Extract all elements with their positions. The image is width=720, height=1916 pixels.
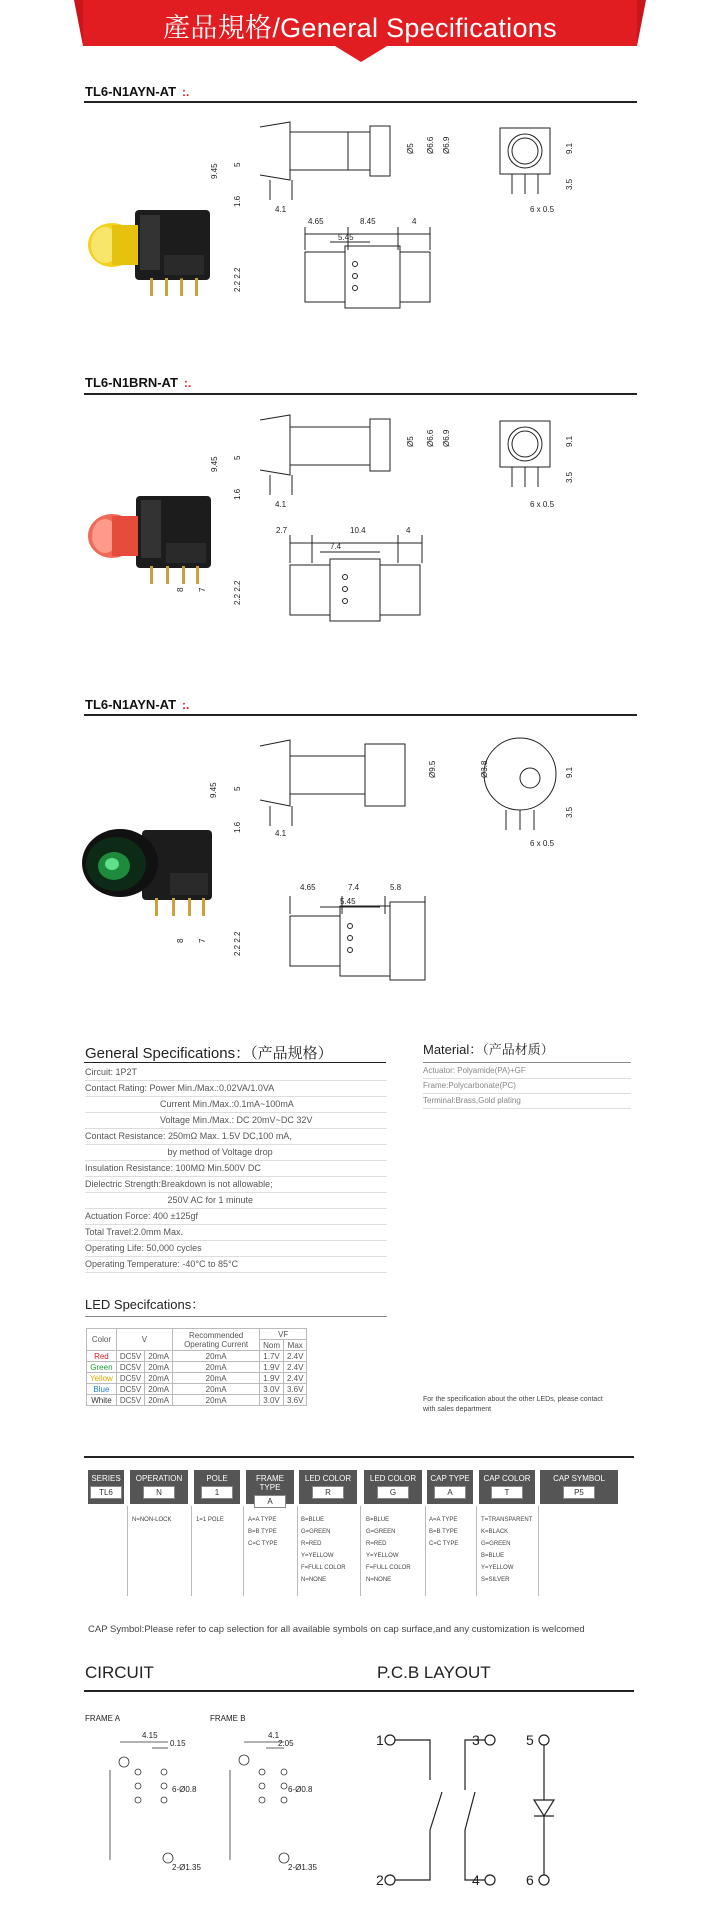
svg-text:7: 7	[198, 274, 207, 279]
svg-text:Ø5: Ø5	[406, 436, 415, 447]
config-box	[540, 1470, 618, 1504]
led-cell-v: DC5V	[116, 1373, 144, 1384]
spec-row: Operating Temperature: -40°C to 85°C	[85, 1256, 387, 1273]
svg-text:5: 5	[233, 786, 242, 791]
material-row: Terminal:Brass,Gold plating	[423, 1094, 631, 1109]
svg-text:7.4: 7.4	[330, 542, 342, 551]
circuit-title: CIRCUIT	[85, 1663, 154, 1682]
led-cell-color: Green	[87, 1362, 117, 1373]
svg-text:1.6: 1.6	[233, 195, 242, 207]
spec-row: Contact Resistance: 250mΩ Max. 1.5V DC,100 mA,	[85, 1128, 387, 1145]
general-spec-rule	[84, 1062, 386, 1063]
config-options	[481, 1514, 532, 1586]
model-2-title: TL6-N1BRN-AT :.	[85, 375, 192, 390]
config-separator	[191, 1506, 192, 1596]
led-header-vf: VF	[260, 1329, 307, 1340]
config-box-value: 1	[201, 1486, 233, 1499]
config-option: F=FULL COLOR	[366, 1565, 411, 1571]
config-options	[429, 1514, 458, 1550]
config-options	[132, 1514, 172, 1526]
model-3-rule	[84, 714, 637, 716]
led-cell-v: DC5V	[116, 1395, 144, 1406]
led-cell-nom: 1.9V	[260, 1373, 284, 1384]
banner-tip	[335, 46, 387, 62]
pcb-pin-1: 1	[376, 1732, 384, 1748]
config-options	[366, 1514, 411, 1586]
pcb-pin-2: 2	[376, 1872, 384, 1888]
model-1-drawing	[176, 112, 630, 357]
banner-right-fold	[637, 0, 646, 46]
config-separator	[297, 1506, 298, 1596]
led-cell-i: 20mA	[145, 1384, 173, 1395]
config-options	[248, 1514, 277, 1550]
svg-text:9.45: 9.45	[210, 456, 219, 472]
config-separator	[127, 1506, 128, 1596]
material-title: Material：（产品材质）	[423, 1042, 554, 1057]
svg-text:5: 5	[233, 455, 242, 460]
config-box	[479, 1470, 535, 1504]
led-row	[87, 1351, 307, 1362]
config-option: 1=1 POLE	[196, 1517, 224, 1523]
config-separator	[476, 1506, 477, 1596]
config-option: G=GREEN	[481, 1541, 511, 1547]
material-row: Actuator: Polyamide(PA)+GF	[423, 1064, 631, 1079]
led-spec-table-wrap	[86, 1328, 307, 1406]
config-option: N=NON-LOCK	[132, 1517, 172, 1523]
svg-text:3.5: 3.5	[565, 806, 574, 818]
led-note: For the specification about the other LEDs, please contact with sales department	[423, 1396, 603, 1413]
pcb-pin-6: 6	[526, 1872, 534, 1888]
config-box-label: POLE	[206, 1474, 228, 1483]
config-box-label: CAP TYPE	[430, 1474, 470, 1483]
config-box-label: OPERATION	[135, 1474, 183, 1483]
config-option: G=GREEN	[301, 1529, 331, 1535]
cap-symbol-note: CAP Symbol:Please refer to cap selection for all available symbols on cap surface,and any customization is welcomed	[88, 1624, 585, 1635]
svg-text:10.4: 10.4	[350, 526, 366, 535]
led-spec-rows	[87, 1351, 307, 1406]
product-photo-yellow	[80, 200, 230, 310]
svg-text:4.15: 4.15	[142, 1731, 158, 1740]
led-cell-max: 2.4V	[283, 1351, 306, 1362]
led-cell-nom: 3.0V	[260, 1384, 284, 1395]
spec-row: Contact Rating: Power Min./Max.:0.02VA/1.0VA	[85, 1080, 387, 1097]
svg-text:4.65: 4.65	[308, 217, 324, 226]
led-cell-color: Red	[87, 1351, 117, 1362]
svg-text:4: 4	[412, 217, 417, 226]
led-cell-rec: 20mA	[173, 1373, 260, 1384]
config-option: N=NONE	[301, 1577, 327, 1583]
spec-row: Voltage Min./Max.: DC 20mV~DC 32V	[85, 1112, 387, 1129]
led-row	[87, 1362, 307, 1373]
config-option: C=C TYPE	[429, 1541, 459, 1547]
config-option: R=RED	[301, 1541, 322, 1547]
led-spec-title: LED Specifcations：	[85, 1297, 205, 1312]
frame-a-footprint	[90, 1730, 200, 1880]
config-option: B=B TYPE	[429, 1529, 458, 1535]
spec-row: Insulation Resistance: 100MΩ Min.500V DC	[85, 1160, 387, 1177]
svg-text:4: 4	[406, 526, 411, 535]
led-cell-color: White	[87, 1395, 117, 1406]
config-option: Y=YELLOW	[301, 1553, 334, 1559]
config-box-value: R	[312, 1486, 344, 1499]
config-option: T=TRANSPARENT	[481, 1517, 533, 1523]
config-box-label: CAP SYMBOL	[553, 1474, 605, 1483]
svg-text:Ø6.6: Ø6.6	[426, 429, 435, 447]
svg-text:4.65: 4.65	[300, 883, 316, 892]
pcb-pin-3: 3	[472, 1732, 480, 1748]
config-option: R=RED	[366, 1541, 387, 1547]
svg-text:8: 8	[176, 274, 185, 279]
config-box-label: SERIES	[91, 1474, 121, 1483]
config-box-value: P5	[563, 1486, 595, 1499]
led-header-v: V	[116, 1329, 172, 1351]
spec-row: Dielectric Strength:Breakdown is not allowable;	[85, 1176, 387, 1193]
model-1-rule	[84, 101, 637, 103]
config-box	[246, 1470, 294, 1504]
config-option: B=B TYPE	[248, 1529, 277, 1535]
led-cell-nom: 1.9V	[260, 1362, 284, 1373]
svg-text:9.45: 9.45	[210, 163, 219, 179]
svg-text:8: 8	[176, 938, 185, 943]
svg-text:7: 7	[198, 587, 207, 592]
pcb-title: P.C.B LAYOUT	[377, 1663, 491, 1682]
pcb-pin-5: 5	[526, 1732, 534, 1748]
svg-text:9.1: 9.1	[565, 435, 574, 447]
led-header-rec: Recommended Operating Current	[173, 1329, 260, 1351]
model-1-title: TL6-N1AYN-AT :.	[85, 84, 190, 99]
config-option: N=NONE	[366, 1577, 392, 1583]
svg-text:2.2 2.2: 2.2 2.2	[233, 931, 242, 956]
led-spec-rule	[85, 1316, 387, 1317]
config-box-value: G	[377, 1486, 409, 1499]
led-row	[87, 1373, 307, 1384]
svg-text:6-Ø0.8: 6-Ø0.8	[172, 1785, 197, 1794]
config-separator	[538, 1506, 539, 1596]
led-cell-rec: 20mA	[173, 1384, 260, 1395]
led-cell-i: 20mA	[145, 1395, 173, 1406]
svg-text:3.5: 3.5	[565, 471, 574, 483]
svg-text:2.7: 2.7	[276, 526, 288, 535]
led-cell-max: 3.6V	[283, 1384, 306, 1395]
config-option: F=FULL COLOR	[301, 1565, 346, 1571]
svg-text:Ø6.9: Ø6.9	[442, 429, 451, 447]
config-option: C=C TYPE	[248, 1541, 278, 1547]
spec-row: Current Min./Max.:0.1mA~100mA	[85, 1096, 387, 1113]
model-3-drawing	[176, 726, 630, 996]
model-3-title: TL6-N1AYN-AT :.	[85, 697, 190, 712]
led-cell-max: 3.6V	[283, 1395, 306, 1406]
led-cell-rec: 20mA	[173, 1362, 260, 1373]
svg-text:9.45: 9.45	[209, 782, 218, 798]
svg-text:2-Ø1.35: 2-Ø1.35	[172, 1863, 201, 1872]
led-cell-v: DC5V	[116, 1362, 144, 1373]
config-option: B=BLUE	[301, 1517, 325, 1523]
material-rule	[423, 1062, 631, 1063]
config-box-label: LED COLOR	[369, 1474, 417, 1483]
config-box	[427, 1470, 473, 1504]
config-separator	[360, 1506, 361, 1596]
svg-text:2-Ø1.35: 2-Ø1.35	[288, 1863, 317, 1872]
svg-text:7.4: 7.4	[348, 883, 360, 892]
led-spec-table	[86, 1328, 307, 1406]
spec-row: Operating Life: 50,000 cycles	[85, 1240, 387, 1257]
config-box-value: TL6	[90, 1486, 122, 1499]
pcb-pin-4: 4	[472, 1872, 480, 1888]
config-option: S=SILVER	[481, 1577, 510, 1583]
svg-text:7: 7	[198, 938, 207, 943]
led-cell-max: 2.4V	[283, 1362, 306, 1373]
material-row: Frame:Polycarbonate(PC)	[423, 1079, 631, 1094]
led-cell-i: 20mA	[145, 1373, 173, 1384]
led-cell-rec: 20mA	[173, 1351, 260, 1362]
svg-text:Ø6.6: Ø6.6	[426, 136, 435, 154]
config-box-value: T	[491, 1486, 523, 1499]
led-cell-v: DC5V	[116, 1351, 144, 1362]
config-box	[194, 1470, 240, 1504]
config-option: Y=YELLOW	[366, 1553, 399, 1559]
spec-row: 250V AC for 1 minute	[85, 1192, 387, 1209]
svg-text:4.1: 4.1	[275, 500, 287, 509]
config-box-value: A	[254, 1495, 286, 1508]
general-spec-title: General Specifications：（产品规格）	[85, 1045, 333, 1062]
banner-left-fold	[74, 0, 83, 46]
led-cell-rec: 20mA	[173, 1395, 260, 1406]
led-cell-nom: 1.7V	[260, 1351, 284, 1362]
config-box	[364, 1470, 422, 1504]
config-box-value: A	[434, 1486, 466, 1499]
led-cell-max: 2.4V	[283, 1373, 306, 1384]
svg-text:4.1: 4.1	[268, 1731, 280, 1740]
frame-b-label: FRAME B	[210, 1714, 246, 1723]
config-rule	[84, 1456, 634, 1458]
svg-text:4.1: 4.1	[275, 205, 287, 214]
spec-row: Total Travel:2.0mm Max.	[85, 1224, 387, 1241]
config-separator	[425, 1506, 426, 1596]
frame-b-footprint	[214, 1730, 324, 1880]
product-photo-green	[80, 818, 230, 928]
svg-text:8: 8	[176, 587, 185, 592]
led-cell-color: Blue	[87, 1384, 117, 1395]
led-row	[87, 1395, 307, 1406]
svg-text:6-Ø0.8: 6-Ø0.8	[288, 1785, 313, 1794]
svg-text:1.6: 1.6	[233, 821, 242, 833]
config-option: G=GREEN	[366, 1529, 396, 1535]
svg-text:5: 5	[233, 162, 242, 167]
svg-text:9.1: 9.1	[565, 766, 574, 778]
config-option: Y=YELLOW	[481, 1565, 514, 1571]
svg-text:5.8: 5.8	[390, 883, 402, 892]
svg-text:6 x 0.5: 6 x 0.5	[530, 839, 555, 848]
config-option: A=A TYPE	[248, 1517, 277, 1523]
config-box	[299, 1470, 357, 1504]
svg-text:1.6: 1.6	[233, 488, 242, 500]
svg-text:5.45: 5.45	[338, 233, 354, 242]
pcb-layout-schematic	[370, 1720, 570, 1900]
config-option: A=A TYPE	[429, 1517, 458, 1523]
led-row	[87, 1384, 307, 1395]
page-title: 產品規格/General Specifications	[163, 13, 557, 43]
svg-text:8.45: 8.45	[360, 217, 376, 226]
led-cell-nom: 3.0V	[260, 1395, 284, 1406]
config-box-label: LED COLOR	[304, 1474, 352, 1483]
config-box	[130, 1470, 188, 1504]
svg-text:0.15: 0.15	[170, 1739, 186, 1748]
svg-text:6 x 0.5: 6 x 0.5	[530, 500, 555, 509]
config-option: B=BLUE	[481, 1553, 505, 1559]
svg-text:4.1: 4.1	[275, 829, 287, 838]
config-box-label: FRAME TYPE	[256, 1474, 284, 1492]
svg-text:6 x 0.5: 6 x 0.5	[530, 205, 555, 214]
svg-text:2.2 2.2: 2.2 2.2	[233, 580, 242, 605]
svg-text:5.45: 5.45	[340, 897, 356, 906]
config-box	[88, 1470, 124, 1504]
spec-row: Actuation Force: 400 ±125gf	[85, 1208, 387, 1225]
config-options	[196, 1514, 224, 1526]
config-option: B=BLUE	[366, 1517, 390, 1523]
config-options	[301, 1514, 346, 1586]
frame-a-label: FRAME A	[85, 1714, 121, 1723]
config-box-label: CAP COLOR	[483, 1474, 531, 1483]
svg-text:2.2 2.2: 2.2 2.2	[233, 267, 242, 292]
model-2-drawing	[176, 405, 630, 665]
led-header-max: Max	[283, 1340, 306, 1351]
svg-text:Ø3.8: Ø3.8	[480, 760, 489, 778]
product-photo-red	[78, 488, 228, 598]
svg-text:Ø5: Ø5	[406, 143, 415, 154]
config-separator	[243, 1506, 244, 1596]
spec-row: Circuit: 1P2T	[85, 1064, 387, 1081]
led-cell-i: 20mA	[145, 1351, 173, 1362]
led-header-nom: Nom	[260, 1340, 284, 1351]
svg-text:Ø6.9: Ø6.9	[442, 136, 451, 154]
led-header-color: Color	[87, 1329, 117, 1351]
led-cell-v: DC5V	[116, 1384, 144, 1395]
config-box-value: N	[143, 1486, 175, 1499]
svg-text:9.1: 9.1	[565, 142, 574, 154]
model-2-rule	[84, 393, 637, 395]
led-cell-i: 20mA	[145, 1362, 173, 1373]
svg-text:2.05: 2.05	[278, 1739, 294, 1748]
spec-row: by method of Voltage drop	[85, 1144, 387, 1161]
config-option: K=BLACK	[481, 1529, 509, 1535]
led-cell-color: Yellow	[87, 1373, 117, 1384]
circuit-rule	[84, 1690, 634, 1692]
svg-text:Ø9.5: Ø9.5	[428, 760, 437, 778]
svg-text:3.5: 3.5	[565, 178, 574, 190]
